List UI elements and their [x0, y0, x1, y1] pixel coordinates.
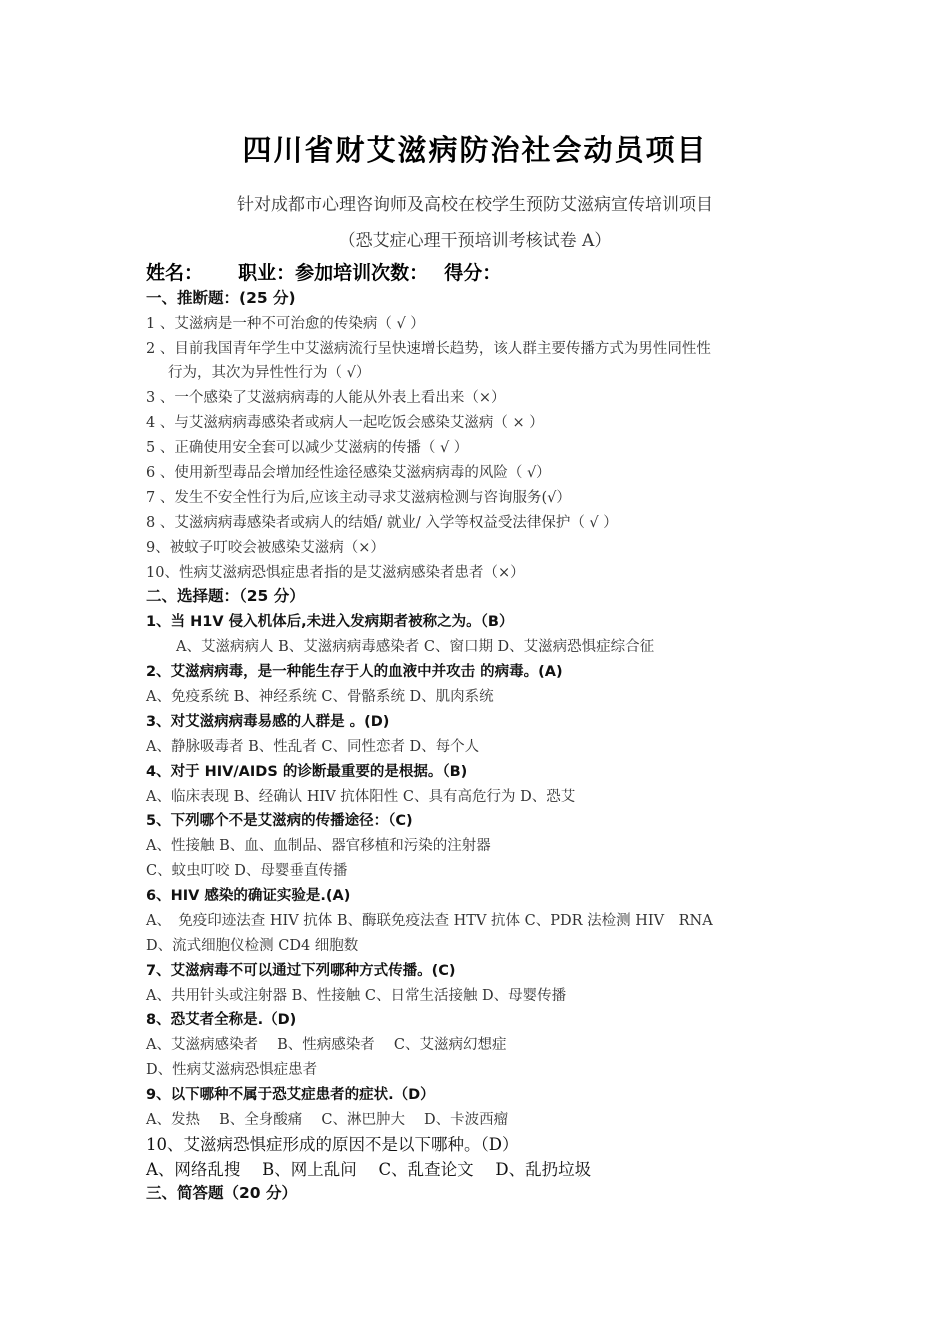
question-7-options: A、共用针头或注射器 B、性接触 C、日常生活接触 D、母婴传播 — [146, 988, 567, 1004]
judgment-item-10: 10、性病艾滋病恐惧症患者指的是艾滋病感染者患者（×） — [146, 565, 525, 581]
section-3-heading: 三、简答题（20 分） — [146, 1184, 297, 1202]
question-3: 3、对艾滋病病毒易感的人群是 。(D) — [146, 714, 390, 730]
judgment-item-2: 2 、目前我国青年学生中艾滋病流行呈快速增长趋势，该人群主要传播方式为男性同性性 — [146, 341, 711, 357]
judgment-item-5: 5 、正确使用安全套可以减少艾滋病的传播（ √ ） — [146, 440, 469, 456]
judgment-item-8: 8 、艾滋病病毒感染者或病人的结婚/ 就业/ 入学等权益受法律保护（ √ ） — [146, 515, 618, 531]
judgment-item-4: 4 、与艾滋病病毒感染者或病人一起吃饭会感染艾滋病（ × ） — [146, 415, 544, 431]
question-10-options: A、网络乱搜 B、网上乱问 C、乱查论文 D、乱扔垃圾 — [146, 1160, 592, 1179]
question-8-options-1: A、艾滋病感染者 B、性病感染者 C、艾滋病幻想症 — [146, 1037, 507, 1053]
question-4: 4、对于 HIV/AIDS 的诊断最重要的是根据。（B) — [146, 764, 468, 780]
question-8-options-2: D、性病艾滋病恐惧症患者 — [146, 1062, 318, 1078]
question-2: 2、艾滋病病毒，是一种能生存于人的血液中并攻击 的病毒。(A) — [146, 664, 563, 680]
document-title: 四川省财艾滋病防治社会动员项目 — [242, 133, 708, 167]
judgment-item-9: 9、被蚊子叮咬会被感染艾滋病（×） — [146, 540, 385, 556]
judgment-item-1: 1 、艾滋病是一种不可治愈的传染病（ √ ） — [146, 316, 425, 332]
section-2-heading: 二、选择题：（25 分） — [146, 587, 305, 605]
question-7: 7、艾滋病毒不可以通过下列哪种方式传播。(C) — [146, 963, 456, 979]
judgment-item-6: 6 、使用新型毒品会增加经性途径感染艾滋病病毒的风险（ √） — [146, 465, 551, 481]
question-1-options: A、艾滋病病人 B、艾滋病病毒感染者 C、窗口期 D、艾滋病恐惧症综合征 — [176, 639, 655, 655]
question-5: 5、下列哪个不是艾滋病的传播途径：（C) — [146, 813, 413, 829]
section-1-heading: 一、推断题：(25 分) — [146, 289, 296, 307]
examinee-info-line: 姓名： 职业：参加培训次数： 得分： — [146, 262, 502, 284]
exam-paper-label: （恐艾症心理干预培训考核试卷 A） — [338, 231, 612, 251]
question-1: 1、当 H1V 侵入机体后,未进入发病期者被称之为。（B） — [146, 614, 514, 630]
judgment-item-7: 7 、发生不安全性行为后,应该主动寻求艾滋病检测与咨询服务(√） — [146, 490, 571, 506]
question-6: 6、HIV 感染的确证实验是.(A) — [146, 888, 351, 904]
question-9: 9、以下哪种不属于恐艾症患者的症状.（D） — [146, 1087, 435, 1103]
question-3-options: A、静脉吸毒者 B、性乱者 C、同性恋者 D、每个人 — [146, 739, 480, 755]
question-6-options-2: D、流式细胞仪检测 CD4 细胞数 — [146, 938, 359, 954]
question-8: 8、恐艾者全称是.（D) — [146, 1012, 297, 1028]
question-6-options-1: A、 免疫印迹法查 HIV 抗体 B、酶联免疫法查 HTV 抗体 C、PDR 法检测 HIV RNA — [146, 913, 713, 929]
question-5-options-1: A、性接触 B、血、血制品、器官移植和污染的注射器 — [146, 838, 491, 854]
question-2-options: A、免疫系统 B、神经系统 C、骨骼系统 D、肌肉系统 — [146, 689, 494, 705]
question-10: 10、艾滋病恐惧症形成的原因不是以下哪种。（D） — [146, 1135, 519, 1154]
judgment-item-2-cont: 行为，其次为异性性行为（ √） — [168, 365, 371, 381]
question-9-options: A、发热 B、全身酸痛 C、淋巴肿大 D、卡波西瘤 — [146, 1112, 509, 1128]
judgment-item-3: 3 、一个感染了艾滋病病毒的人能从外表上看出来（×） — [146, 390, 506, 406]
question-5-options-2: C、蚊虫叮咬 D、母婴垂直传播 — [146, 863, 348, 879]
project-subtitle: 针对成都市心理咨询师及高校在校学生预防艾滋病宣传培训项目 — [237, 195, 713, 215]
question-4-options: A、临床表现 B、经确认 HIV 抗体阳性 C、具有高危行为 D、恐艾 — [146, 789, 576, 805]
